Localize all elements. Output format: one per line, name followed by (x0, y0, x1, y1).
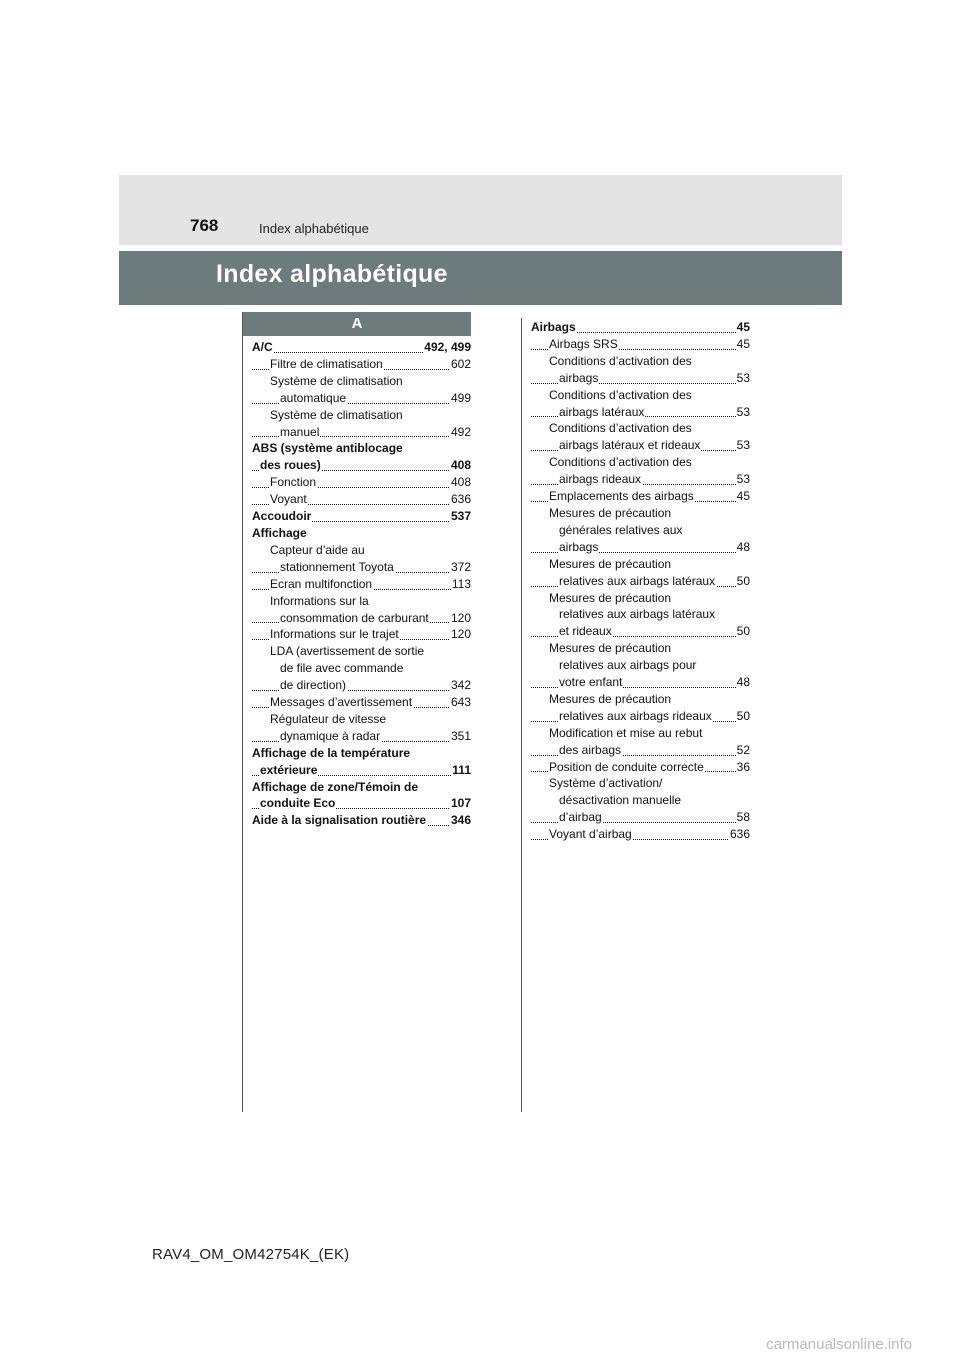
index-entry: relatives aux airbags pour (559, 658, 697, 673)
left-column-rule (242, 312, 243, 1112)
index-entry: Affichage de zone/Témoin de (252, 779, 419, 794)
index-entry: Aide à la signalisation routière 346 (252, 813, 471, 828)
index-entry: Emplacements des airbags 45 (531, 488, 750, 505)
index-entry: Conditions d’activation des (549, 421, 692, 436)
index-entry: Position de conduite correcte 36 (531, 759, 750, 776)
running-title: Index alphabétique (259, 221, 369, 236)
index-entry: Accoudoir 537 (252, 509, 471, 524)
index-entry: de direction) 342 (252, 677, 471, 694)
index-entry: relatives aux airbags latéraux 50 (531, 573, 750, 590)
index-entry: dynamique à radar 351 (252, 728, 471, 745)
index-entry: ABS (système antiblocage (252, 441, 403, 456)
index-entry: Capteur d’aide au (270, 542, 365, 557)
watermark: carmanualsonline.info (766, 1336, 912, 1353)
footer-document-code: RAV4_OM_OM42754K_(EK) (152, 1246, 350, 1263)
index-entry: d’airbag 58 (531, 809, 750, 826)
index-entry: désactivation manuelle (559, 793, 682, 808)
index-entry: airbags latéraux 53 (531, 404, 750, 421)
index-entry: automatique 499 (252, 390, 471, 407)
index-entry: Voyant 636 (252, 491, 471, 508)
index-entry: consommation de carburant 120 (252, 610, 471, 627)
index-entry: Ecran multifonction 113 (252, 576, 471, 593)
title-band (119, 251, 842, 305)
index-entry: conduite Eco 107 (252, 795, 471, 812)
index-entry: Airbags 45 (531, 320, 750, 334)
index-entry: Mesures de précaution (549, 691, 672, 706)
index-entry: airbags 53 (531, 370, 750, 387)
index-entry: des airbags 52 (531, 742, 750, 759)
index-entry: générales relatives aux (559, 522, 683, 537)
index-entry: Informations sur la (270, 593, 369, 608)
index-entry: extérieure 111 (252, 762, 471, 779)
index-entry: de file avec commande (280, 661, 404, 676)
section-letter-header: A (243, 312, 471, 336)
index-entry: airbags rideaux 53 (531, 471, 750, 488)
index-entry: Airbags SRS 45 (531, 336, 750, 353)
index-entry: manuel 492 (252, 424, 471, 441)
index-entry: et rideaux 50 (531, 623, 750, 640)
index-entry: Filtre de climatisation 602 (252, 356, 471, 373)
header-bar (119, 175, 842, 245)
index-column-right (531, 319, 750, 843)
index-entry: Système de climatisation (270, 373, 403, 388)
index-entry: Conditions d’activation des (549, 455, 692, 470)
index-entry: des roues) 408 (252, 457, 471, 474)
index-column-left (252, 339, 471, 829)
index-entry: Informations sur le trajet 120 (252, 626, 471, 643)
index-entry: LDA (avertissement de sortie (270, 644, 425, 659)
index-entry: Messages d’avertissement 643 (252, 694, 471, 711)
index-entry: Mesures de précaution (549, 556, 672, 571)
right-column-rule (521, 318, 522, 1112)
index-entry: Mesures de précaution (549, 590, 672, 605)
index-entry: Fonction 408 (252, 474, 471, 491)
index-entry: Affichage de la température (252, 745, 411, 760)
index-entry: airbags 48 (531, 539, 750, 556)
index-entry: Système de climatisation (270, 407, 403, 422)
index-entry: stationnement Toyota 372 (252, 559, 471, 576)
index-entry: Conditions d’activation des (549, 387, 692, 402)
index-entry: Système d’activation/ (549, 776, 663, 791)
index-entry: votre enfant 48 (531, 674, 750, 691)
index-entry: relatives aux airbags latéraux (559, 607, 716, 622)
index-entry: Modification et mise au rebut (549, 725, 703, 740)
page-title: Index alphabétique (216, 260, 448, 288)
index-entry: Voyant d’airbag 636 (531, 826, 750, 843)
index-entry: Mesures de précaution (549, 505, 672, 520)
index-entry: relatives aux airbags rideaux 50 (531, 708, 750, 725)
page-number: 768 (190, 216, 219, 235)
index-entry: A/C 492, 499 (252, 340, 471, 354)
index-entry: Affichage (252, 525, 307, 540)
index-entry: airbags latéraux et rideaux 53 (531, 437, 750, 454)
index-entry: Régulateur de vitesse (270, 711, 387, 726)
index-entry: Mesures de précaution (549, 641, 672, 656)
index-entry: Conditions d’activation des (549, 353, 692, 368)
